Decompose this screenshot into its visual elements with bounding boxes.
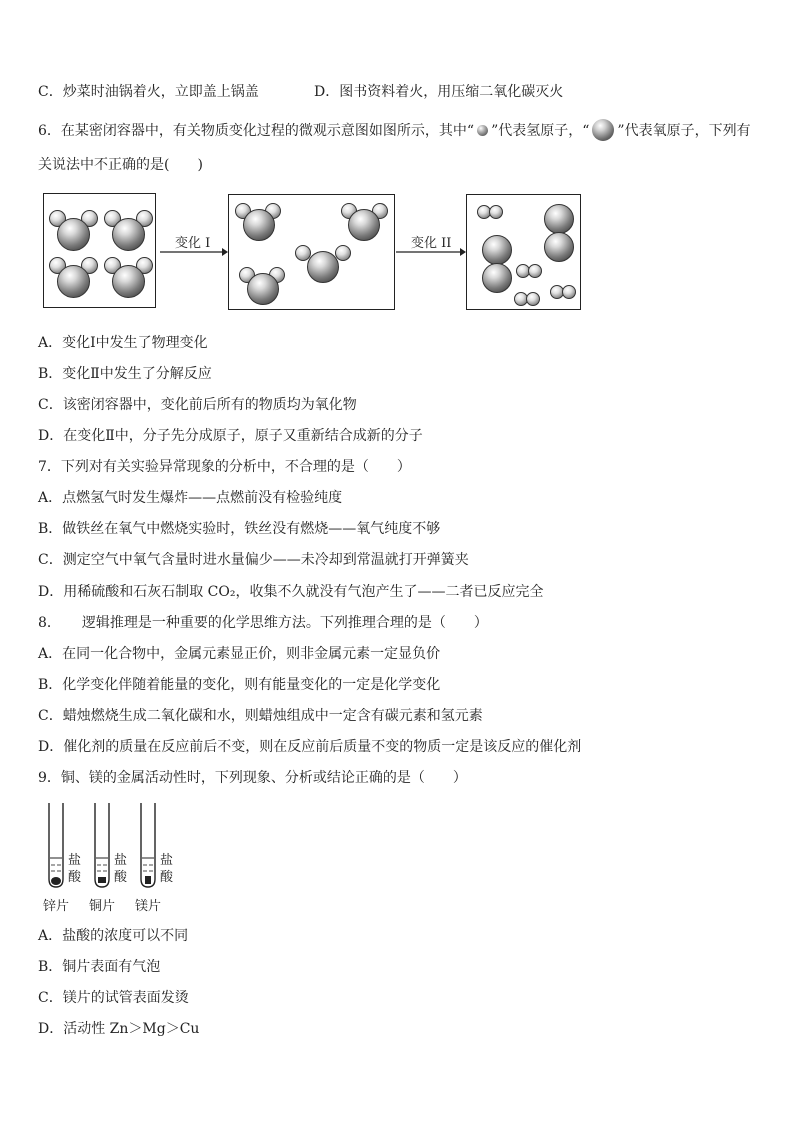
metal-label-zinc: 锌片 bbox=[43, 899, 70, 914]
q8-option-c: C．蜡烛燃烧生成二氧化碳和水，则蜡烛组成中一定含有碳元素和氢元素 bbox=[38, 708, 483, 724]
hydrogen-atom bbox=[562, 285, 576, 299]
q7-option-a: A．点燃氢气时发生爆炸——点燃前没有检验纯度 bbox=[38, 490, 343, 506]
oxygen-atom bbox=[482, 263, 512, 293]
oxygen-atom bbox=[57, 265, 90, 298]
oxygen-atom bbox=[243, 209, 275, 241]
metal-label-copper: 铜片 bbox=[89, 899, 116, 914]
middle-box bbox=[228, 194, 395, 310]
q7-stem: 7．下列对有关实验异常现象的分析中，不合理的是（ ） bbox=[38, 459, 411, 475]
oxygen-atom bbox=[112, 218, 145, 251]
q8-stem: 8． 逻辑推理是一种重要的化学思维方法。下列推理合理的是（ ） bbox=[38, 615, 488, 631]
q9-option-b: B．铜片表面有气泡 bbox=[38, 959, 161, 975]
q7-option-b: B．做铁丝在氧气中燃烧实验时，铁丝没有燃烧——氧气纯度不够 bbox=[38, 521, 441, 537]
oxygen-atom-icon bbox=[592, 119, 614, 141]
q6-option-d: D．在变化Ⅱ中，分子先分成原子，原子又重新结合成新的分子 bbox=[38, 428, 423, 444]
q9-option-c: C．镁片的试管表面发烫 bbox=[38, 990, 189, 1006]
before-box bbox=[43, 193, 156, 308]
q6-stem-line2: 关说法中不正确的是( ) bbox=[38, 157, 203, 173]
hydrogen-atom bbox=[528, 264, 542, 278]
oxygen-atom bbox=[307, 251, 339, 283]
test-tube-copper bbox=[93, 803, 111, 889]
q5-option-c: C．炒菜时油锅着火，立即盖上锅盖 bbox=[38, 84, 259, 100]
oxygen-atom bbox=[544, 232, 574, 262]
test-tube-zinc bbox=[47, 803, 65, 889]
q6-stem-part3: ”代表氧原子，下列有 bbox=[617, 123, 751, 139]
q7-option-c: C．测定空气中氧气含量时进水量偏少——未冷却到常温就打开弹簧夹 bbox=[38, 552, 469, 568]
arrow1-label: 变化 I bbox=[175, 236, 211, 251]
q6-option-c: C．该密闭容器中，变化前后所有的物质均为氧化物 bbox=[38, 397, 357, 413]
arrow1-icon bbox=[160, 246, 228, 258]
oxygen-atom bbox=[482, 235, 512, 265]
q9-stem: 9．铜、镁的金属活动性时，下列现象、分析或结论正确的是（ ） bbox=[38, 770, 467, 786]
acid-label-1: 盐酸 bbox=[68, 853, 82, 885]
q7-option-d: D．用稀硫酸和石灰石制取 CO₂，收集不久就没有气泡产生了——二者已反应完全 bbox=[38, 584, 544, 600]
q6-option-a: A．变化Ⅰ中发生了物理变化 bbox=[38, 335, 208, 351]
q8-option-d: D．催化剂的质量在反应前后不变，则在反应前后质量不变的物质一定是该反应的催化剂 bbox=[38, 739, 582, 755]
acid-label-2: 盐酸 bbox=[114, 853, 128, 885]
oxygen-atom bbox=[247, 273, 279, 305]
oxygen-atom bbox=[57, 218, 90, 251]
hydrogen-atom bbox=[526, 292, 540, 306]
after-box bbox=[466, 194, 581, 310]
hydrogen-atom-icon bbox=[477, 125, 488, 136]
q8-option-a: A．在同一化合物中，金属元素显正价，则非金属元素一定显负价 bbox=[38, 646, 441, 662]
oxygen-atom bbox=[112, 265, 145, 298]
q5-option-d: D．图书资料着火，用压缩二氧化碳灭火 bbox=[314, 84, 564, 100]
oxygen-atom bbox=[348, 209, 380, 241]
hydrogen-atom bbox=[335, 245, 351, 261]
arrow2-label: 变化 II bbox=[411, 236, 452, 251]
test-tube-magnesium bbox=[139, 803, 157, 889]
q6-stem-part2: ”代表氢原子，“ bbox=[491, 123, 590, 139]
q6-option-b: B．变化Ⅱ中发生了分解反应 bbox=[38, 366, 212, 382]
acid-label-3: 盐酸 bbox=[160, 853, 174, 885]
arrow2-icon bbox=[396, 246, 466, 258]
q6-stem bbox=[38, 119, 751, 141]
q8-option-b: B．化学变化伴随着能量的变化，则有能量变化的一定是化学变化 bbox=[38, 677, 441, 693]
q6-stem-part1: 6．在某密闭容器中，有关物质变化过程的微观示意图如图所示，其中“ bbox=[38, 123, 475, 139]
oxygen-atom bbox=[544, 204, 574, 234]
q9-option-a: A．盐酸的浓度可以不同 bbox=[38, 928, 189, 944]
metal-label-magnesium: 镁片 bbox=[135, 899, 162, 914]
hydrogen-atom bbox=[489, 205, 503, 219]
q9-option-d: D．活动性 Zn＞Mg＞Cu bbox=[38, 1021, 200, 1037]
